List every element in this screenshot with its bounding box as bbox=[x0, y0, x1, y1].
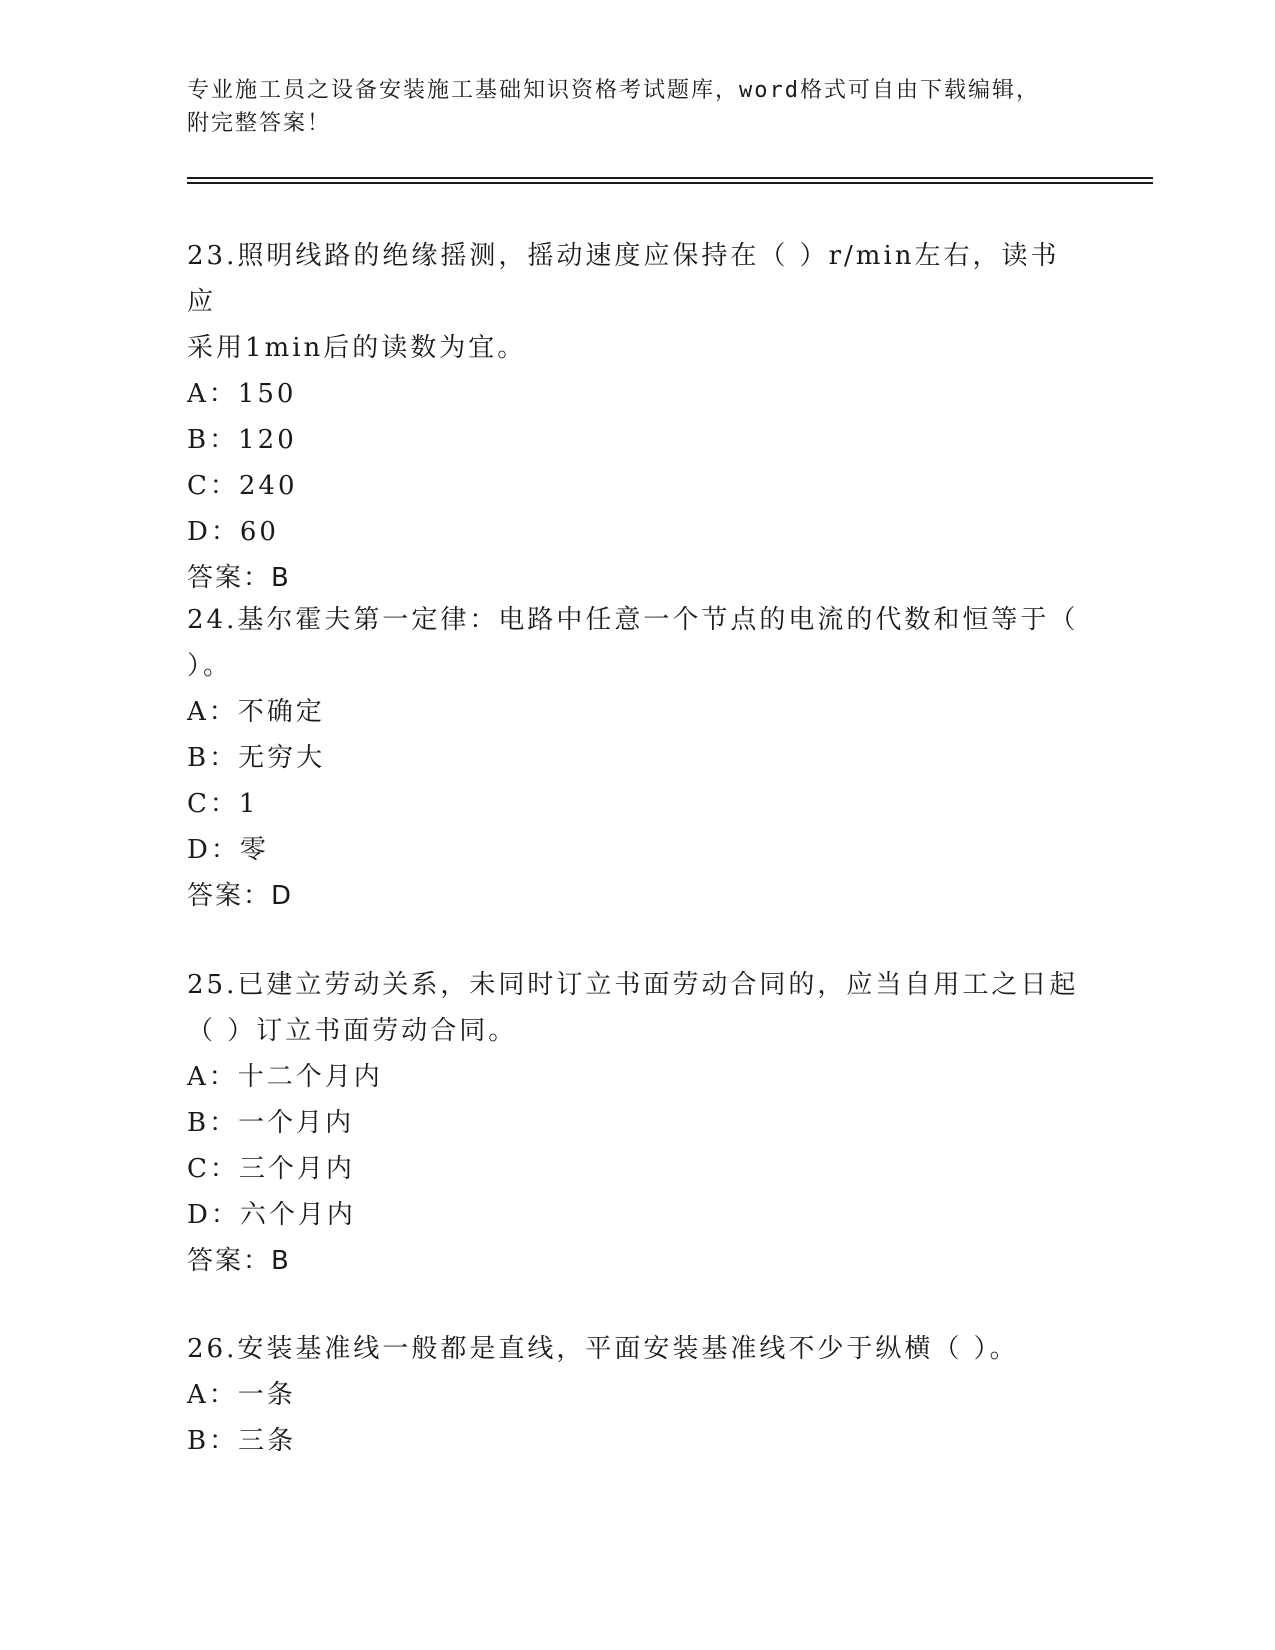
option-a: A：十二个月内 bbox=[187, 1062, 383, 1092]
question-25 bbox=[187, 962, 1087, 1284]
question-stem-line: 26.安装基准线一般都是直线，平面安装基准线不少于纵横（ ）。 bbox=[187, 1334, 1019, 1364]
option-c: C：240 bbox=[187, 471, 298, 501]
answer: 答案：B bbox=[187, 563, 291, 593]
option-d: D：零 bbox=[187, 835, 269, 865]
question-24 bbox=[187, 597, 1087, 919]
question-stem-line: ）。 bbox=[187, 651, 233, 681]
header-line-2: 附完整答案！ bbox=[187, 111, 332, 136]
question-23 bbox=[187, 233, 1087, 601]
question-26 bbox=[187, 1326, 1087, 1464]
question-stem-line: 23.照明线路的绝缘摇测，摇动速度应保持在（ ）r/min左右，读书应 bbox=[187, 241, 1060, 317]
option-b: B：三条 bbox=[187, 1426, 297, 1456]
header-line-1: 专业施工员之设备安装施工基础知识资格考试题库，word格式可自由下载编辑， bbox=[187, 78, 1040, 103]
option-b: B：120 bbox=[187, 425, 297, 455]
question-stem-line: 采用1min后的读数为宜。 bbox=[187, 333, 527, 363]
answer: 答案：B bbox=[187, 1246, 291, 1276]
answer: 答案：D bbox=[187, 881, 294, 911]
option-c: C：1 bbox=[187, 789, 259, 819]
option-d: D：60 bbox=[187, 517, 279, 547]
question-stem-line: 25.已建立劳动关系，未同时订立书面劳动合同的，应当自用工之日起 bbox=[187, 970, 1079, 1000]
option-a: A：150 bbox=[187, 379, 297, 409]
question-stem-line: 24.基尔霍夫第一定律：电路中任意一个节点的电流的代数和恒等于（ bbox=[187, 605, 1079, 635]
header-divider-bottom bbox=[187, 182, 1153, 184]
document-header bbox=[187, 74, 1087, 140]
option-b: B：无穷大 bbox=[187, 743, 326, 773]
option-a: A：一条 bbox=[187, 1380, 296, 1410]
option-d: D：六个月内 bbox=[187, 1200, 356, 1230]
header-divider-top bbox=[187, 177, 1153, 179]
option-a: A：不确定 bbox=[187, 697, 325, 727]
option-b: B：一个月内 bbox=[187, 1108, 355, 1138]
question-stem-line: （ ）订立书面劳动合同。 bbox=[187, 1016, 518, 1046]
option-c: C：三个月内 bbox=[187, 1154, 355, 1184]
